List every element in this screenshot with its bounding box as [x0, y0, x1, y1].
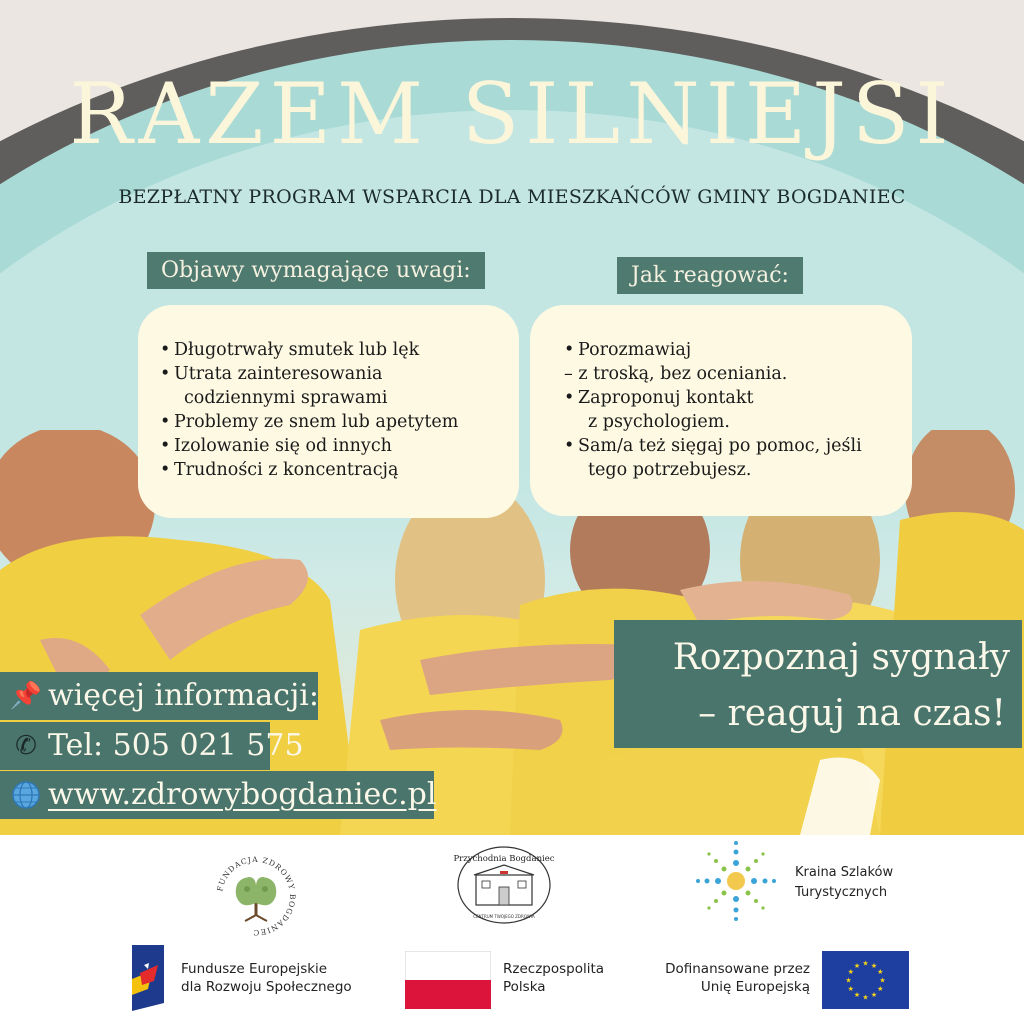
- kraina-label-line-1: Kraina Szlaków: [795, 865, 894, 880]
- eu-star: ★: [877, 985, 884, 993]
- przychodnia-logo-subtext: CENTRUM TWOJEGO ZDROWIA: [473, 914, 535, 919]
- eu-star: ★: [877, 968, 884, 976]
- eu-star: ★: [879, 976, 886, 985]
- response-header: Jak reagować:: [617, 257, 803, 294]
- symptom-item: • Problemy ze snem lub apetytem: [160, 410, 458, 434]
- eu-star: ★: [845, 976, 852, 985]
- globe-icon: [8, 771, 44, 826]
- website-contact[interactable]: [0, 771, 437, 819]
- kraina-label-line-2: Turystycznych: [795, 885, 888, 900]
- response-card: [530, 305, 912, 516]
- symptoms-header: Objawy wymagające uwagi:: [147, 252, 485, 289]
- eu-flag: [822, 951, 909, 1009]
- eu-star: ★: [870, 961, 878, 970]
- fundacja-logo-text: FUNDACJA ZDROWY BOGDANIEC: [215, 855, 297, 937]
- symptom-item: • Trudności z koncentracją: [160, 458, 458, 482]
- response-item-continuation: tego potrzebujesz.: [588, 460, 752, 480]
- eu-star: ★: [847, 968, 854, 976]
- phone-icon: ✆: [15, 731, 37, 761]
- przychodnia-logo-text: Przychodnia Bogdaniec: [453, 854, 555, 864]
- response-item: • Sam/a też sięgaj po pomoc, jeśli: [564, 434, 862, 458]
- symptom-item: • Izolowanie się od innych: [160, 434, 458, 458]
- fundusze-europejskie-label: [181, 960, 352, 996]
- poster-subtitle: BEZPŁATNY PROGRAM WSPARCIA DLA MIESZKAŃCÓW GMINY BOGDANIEC: [118, 186, 906, 208]
- phone-contact: [0, 722, 304, 770]
- response-item-continuation: – z troską, bez oceniania.: [564, 364, 788, 384]
- eu-label-line-2: Unię Europejską: [700, 979, 810, 995]
- slogan-box: [614, 620, 1022, 748]
- response-item: • Zaproponuj kontakt: [564, 386, 862, 410]
- eu-star: ★: [853, 991, 861, 1000]
- symptom-item-continuation: codziennymi sprawami: [184, 388, 388, 408]
- eu-label-line-1: Dofinansowane przez: [665, 961, 810, 977]
- rzeczpospolita-label: [503, 960, 604, 996]
- eu-star: ★: [853, 961, 861, 970]
- response-item-continuation: z psychologiem.: [588, 412, 730, 432]
- symptoms-list: [160, 338, 458, 482]
- response-item: • Porozmawiaj: [564, 338, 862, 362]
- website-link[interactable]: www.zdrowybogdaniec.pl: [48, 777, 437, 812]
- response-list: [564, 338, 862, 482]
- pushpin-icon: 📌: [9, 681, 43, 711]
- fundacja-zdrowy-bogdaniec-logo: [215, 855, 297, 937]
- polish-flag: [405, 951, 491, 1009]
- eu-star: ★: [862, 993, 869, 1002]
- slogan-line-1: Rozpoznaj sygnały: [672, 637, 1010, 678]
- more-info-text: więcej informacji:: [48, 678, 319, 713]
- poster-title: RAZEM SILNIEJSI: [69, 65, 955, 163]
- kraina-label: [795, 863, 893, 903]
- slogan-line-2: – reaguj na czas!: [698, 693, 1006, 734]
- fe-label-line-2: dla Rozwoju Społecznego: [181, 979, 352, 995]
- symptoms-card: [138, 305, 519, 518]
- phone-number: Tel: 505 021 575: [48, 728, 304, 763]
- more-info-label: [0, 672, 318, 720]
- przychodnia-bogdaniec-logo: [452, 843, 557, 925]
- symptom-item: • Długotrwały smutek lub lęk: [160, 338, 458, 362]
- eu-cofinanced-label: [650, 960, 810, 996]
- eu-star: ★: [847, 985, 854, 993]
- symptom-item: • Utrata zainteresowania: [160, 362, 458, 386]
- fundusze-europejskie-logo: [128, 943, 168, 1013]
- kraina-szlakow-logo: [688, 838, 784, 924]
- fe-label-line-1: Fundusze Europejskie: [181, 961, 328, 977]
- eu-star: ★: [870, 991, 878, 1000]
- eu-star: ★: [862, 959, 869, 968]
- pl-label-line-1: Rzeczpospolita: [503, 961, 605, 977]
- pl-label-line-2: Polska: [503, 979, 546, 995]
